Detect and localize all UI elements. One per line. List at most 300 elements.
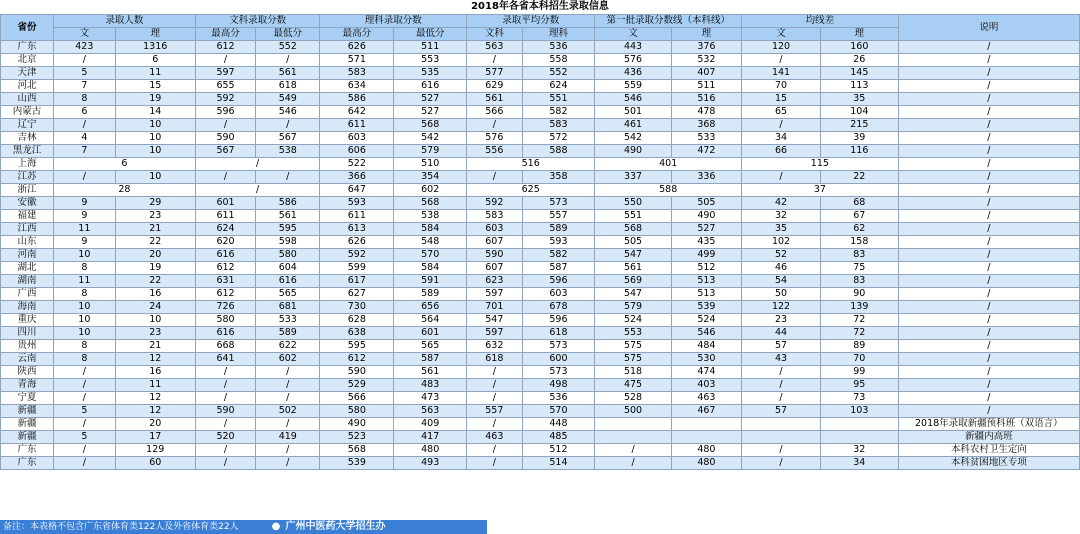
table-cell: 5 — [54, 67, 116, 80]
table-cell: 631 — [195, 275, 255, 288]
table-cell: 596 — [522, 314, 595, 327]
table-cell: 72 — [820, 314, 898, 327]
table-cell: 480 — [671, 444, 741, 457]
table-cell: 602 — [394, 184, 467, 197]
note-cell: / — [898, 392, 1079, 405]
table-cell: 607 — [467, 236, 522, 249]
subheader-li: 理 — [820, 28, 898, 41]
table-cell: 10 — [115, 145, 195, 158]
table-cell: 22 — [115, 275, 195, 288]
table-cell: / — [195, 418, 255, 431]
table-cell: 563 — [394, 405, 467, 418]
table-cell: 595 — [256, 223, 320, 236]
table-cell: 62 — [820, 223, 898, 236]
province-cell: 山东 — [1, 236, 54, 249]
table-cell: / — [54, 418, 116, 431]
table-cell: 10 — [115, 119, 195, 132]
table-row — [1, 366, 1080, 379]
province-cell: 河南 — [1, 249, 54, 262]
table-cell: 518 — [595, 366, 671, 379]
table-cell: 72 — [820, 327, 898, 340]
table-cell: 122 — [742, 301, 821, 314]
table-cell: 8 — [54, 353, 116, 366]
table-cell: / — [467, 379, 522, 392]
table-cell: / — [742, 366, 821, 379]
table-cell: 511 — [394, 41, 467, 54]
table-cell: 467 — [671, 405, 741, 418]
table-cell: 568 — [595, 223, 671, 236]
table-cell: 552 — [522, 67, 595, 80]
table-cell: 435 — [671, 236, 741, 249]
table-cell: 596 — [195, 106, 255, 119]
province-cell: 辽宁 — [1, 119, 54, 132]
table-cell: 600 — [522, 353, 595, 366]
table-cell: 129 — [115, 444, 195, 457]
table-cell: 145 — [820, 67, 898, 80]
table-cell: 501 — [595, 106, 671, 119]
province-cell: 河北 — [1, 80, 54, 93]
table-cell: 580 — [195, 314, 255, 327]
table-cell: 559 — [595, 80, 671, 93]
table-row — [1, 314, 1080, 327]
table-cell: 528 — [595, 392, 671, 405]
table-cell: 23 — [742, 314, 821, 327]
table-cell: 592 — [467, 197, 522, 210]
table-cell: 730 — [320, 301, 394, 314]
table-cell: 618 — [467, 353, 522, 366]
table-cell: 573 — [522, 340, 595, 353]
table-cell: 6 — [54, 158, 196, 171]
note-cell: / — [898, 301, 1079, 314]
table-cell: 527 — [671, 223, 741, 236]
table-cell: 553 — [595, 327, 671, 340]
table-cell: 590 — [467, 249, 522, 262]
table-cell: 576 — [595, 54, 671, 67]
table-cell: 37 — [742, 184, 899, 197]
table-cell: 626 — [320, 41, 394, 54]
table-cell: 530 — [671, 353, 741, 366]
table-cell: 358 — [522, 171, 595, 184]
note-cell: / — [898, 327, 1079, 340]
table-cell: 52 — [742, 249, 821, 262]
table-cell: 511 — [671, 80, 741, 93]
table-cell: 593 — [320, 197, 394, 210]
table-cell: 527 — [394, 93, 467, 106]
province-cell: 广东 — [1, 41, 54, 54]
note-cell: / — [898, 80, 1079, 93]
province-header: 省份 — [1, 15, 54, 41]
note-cell: / — [898, 314, 1079, 327]
table-cell: / — [195, 392, 255, 405]
table-cell: 407 — [671, 67, 741, 80]
table-cell: 8 — [54, 288, 116, 301]
table-cell: 95 — [820, 379, 898, 392]
table-cell: 21 — [115, 340, 195, 353]
province-cell: 广西 — [1, 288, 54, 301]
table-cell: 73 — [820, 392, 898, 405]
table-cell: 524 — [595, 314, 671, 327]
note-cell: / — [898, 275, 1079, 288]
note-cell: / — [898, 158, 1079, 171]
table-cell: / — [256, 119, 320, 132]
table-cell: 520 — [195, 431, 255, 444]
table-cell: 10 — [54, 314, 116, 327]
table-cell: 549 — [256, 93, 320, 106]
table-cell — [742, 431, 821, 444]
table-cell: 139 — [820, 301, 898, 314]
table-cell: 83 — [820, 275, 898, 288]
note-cell: / — [898, 171, 1079, 184]
table-cell: 617 — [320, 275, 394, 288]
table-cell: 557 — [467, 405, 522, 418]
table-cell: 565 — [256, 288, 320, 301]
table-row — [1, 301, 1080, 314]
table-cell: 566 — [467, 106, 522, 119]
table-cell: 551 — [522, 93, 595, 106]
table-cell: 539 — [671, 301, 741, 314]
table-cell: 490 — [671, 210, 741, 223]
table-cell: 22 — [820, 171, 898, 184]
table-cell: 598 — [256, 236, 320, 249]
table-row — [1, 145, 1080, 158]
table-cell: 29 — [115, 197, 195, 210]
province-cell: 宁夏 — [1, 392, 54, 405]
table-cell: 575 — [595, 340, 671, 353]
province-cell: 广东 — [1, 457, 54, 470]
table-cell: 607 — [467, 262, 522, 275]
table-cell: 463 — [467, 431, 522, 444]
table-cell: 12 — [115, 392, 195, 405]
subheader-max: 最高分 — [320, 28, 394, 41]
table-row — [1, 197, 1080, 210]
note-cell: / — [898, 353, 1079, 366]
province-cell: 吉林 — [1, 132, 54, 145]
table-row — [1, 392, 1080, 405]
table-cell: 60 — [115, 457, 195, 470]
table-cell: 15 — [115, 80, 195, 93]
table-cell: 616 — [256, 275, 320, 288]
table-cell: 542 — [394, 132, 467, 145]
table-cell: / — [195, 379, 255, 392]
science-scores-header: 理科录取分数 — [320, 15, 467, 28]
note-cell: / — [898, 210, 1079, 223]
table-row — [1, 119, 1080, 132]
table-cell: / — [195, 54, 255, 67]
table-cell: 583 — [320, 67, 394, 80]
table-cell: 141 — [742, 67, 821, 80]
table-cell: 536 — [522, 41, 595, 54]
table-cell: 547 — [467, 314, 522, 327]
table-cell: 483 — [394, 379, 467, 392]
table-row — [1, 223, 1080, 236]
table-cell: 514 — [522, 457, 595, 470]
table-cell: 603 — [467, 223, 522, 236]
note-cell: / — [898, 340, 1079, 353]
table-cell: 656 — [394, 301, 467, 314]
table-cell: 34 — [742, 132, 821, 145]
table-cell: 7 — [54, 145, 116, 158]
table-cell: 655 — [195, 80, 255, 93]
table-cell: 634 — [320, 80, 394, 93]
table-cell: / — [742, 392, 821, 405]
table-cell: 502 — [256, 405, 320, 418]
table-cell: 473 — [394, 392, 467, 405]
table-cell: 34 — [820, 457, 898, 470]
table-cell: 498 — [522, 379, 595, 392]
table-cell: 558 — [522, 54, 595, 67]
table-cell: 516 — [467, 158, 595, 171]
table-cell: 566 — [320, 392, 394, 405]
table-cell — [671, 418, 741, 431]
table-cell: 626 — [320, 236, 394, 249]
table-cell: 8 — [54, 262, 116, 275]
table-cell: 19 — [115, 93, 195, 106]
table-cell: / — [195, 366, 255, 379]
table-cell: 376 — [671, 41, 741, 54]
table-cell: 403 — [671, 379, 741, 392]
table-cell: 8 — [54, 340, 116, 353]
table-cell: 701 — [467, 301, 522, 314]
watermark-text: 广州中医药大学招生办 — [285, 521, 386, 532]
table-cell: 638 — [320, 327, 394, 340]
table-cell: 115 — [742, 158, 899, 171]
table-cell: 561 — [595, 262, 671, 275]
table-cell: 1316 — [115, 41, 195, 54]
table-cell: 10 — [54, 327, 116, 340]
table-cell: 567 — [256, 132, 320, 145]
footer-note: 备注：本表格不包含广东省体育类122人及外省体育类22人 — [3, 522, 239, 532]
notes-header: 说明 — [898, 15, 1079, 41]
table-row — [1, 210, 1080, 223]
subheader-li: 理 — [115, 28, 195, 41]
table-cell: 513 — [671, 288, 741, 301]
table-cell: 606 — [320, 145, 394, 158]
table-cell: 70 — [742, 80, 821, 93]
table-cell: 46 — [742, 262, 821, 275]
table-cell: 533 — [671, 132, 741, 145]
table-cell: 593 — [522, 236, 595, 249]
table-cell: 571 — [320, 54, 394, 67]
table-cell: / — [467, 119, 522, 132]
note-cell: 本科贫困地区专项 — [898, 457, 1079, 470]
table-cell: 564 — [394, 314, 467, 327]
table-cell: 24 — [115, 301, 195, 314]
table-cell: 499 — [671, 249, 741, 262]
table-cell: 726 — [195, 301, 255, 314]
table-cell: / — [54, 119, 116, 132]
table-cell: 569 — [595, 275, 671, 288]
table-cell: 10 — [115, 314, 195, 327]
table-cell: 50 — [742, 288, 821, 301]
table-cell: 43 — [742, 353, 821, 366]
table-cell: 9 — [54, 210, 116, 223]
table-cell: 90 — [820, 288, 898, 301]
table-cell: 42 — [742, 197, 821, 210]
admission-table — [0, 14, 1080, 470]
table-cell: 536 — [522, 392, 595, 405]
table-row — [1, 431, 1080, 444]
table-cell: 20 — [115, 249, 195, 262]
table-cell: 587 — [522, 262, 595, 275]
table-cell: 632 — [467, 340, 522, 353]
table-cell: 616 — [195, 249, 255, 262]
table-cell: 539 — [320, 457, 394, 470]
table-cell: / — [256, 379, 320, 392]
table-cell: / — [54, 171, 116, 184]
table-cell: 17 — [115, 431, 195, 444]
table-row — [1, 405, 1080, 418]
table-cell: 588 — [595, 184, 742, 197]
table-cell: 39 — [820, 132, 898, 145]
note-cell: / — [898, 262, 1079, 275]
subheader-wen: 文 — [54, 28, 116, 41]
table-cell: 583 — [467, 210, 522, 223]
table-cell: 668 — [195, 340, 255, 353]
table-cell: 547 — [595, 288, 671, 301]
table-cell: 4 — [54, 132, 116, 145]
note-cell: / — [898, 119, 1079, 132]
table-cell: 9 — [54, 236, 116, 249]
table-row — [1, 444, 1080, 457]
table-cell: 553 — [394, 54, 467, 67]
note-cell: / — [898, 249, 1079, 262]
province-cell: 山西 — [1, 93, 54, 106]
table-cell: 6 — [54, 106, 116, 119]
table-cell: 596 — [522, 275, 595, 288]
table-cell: 556 — [467, 145, 522, 158]
table-cell: / — [256, 457, 320, 470]
watermark — [270, 520, 385, 534]
table-cell — [742, 418, 821, 431]
table-cell: 573 — [522, 197, 595, 210]
table-cell: / — [742, 457, 821, 470]
table-cell: 589 — [522, 223, 595, 236]
table-cell: 641 — [195, 353, 255, 366]
table-cell: / — [54, 457, 116, 470]
table-cell: 611 — [320, 210, 394, 223]
province-cell: 云南 — [1, 353, 54, 366]
table-row — [1, 80, 1080, 93]
table-cell — [595, 418, 671, 431]
avg-scores-header: 录取平均分数 — [467, 15, 595, 28]
table-cell: / — [195, 457, 255, 470]
table-cell: 590 — [195, 132, 255, 145]
avg-diff-header: 均线差 — [742, 15, 899, 28]
table-cell: 624 — [522, 80, 595, 93]
subheader-like: 理科 — [522, 28, 595, 41]
table-cell: 99 — [820, 366, 898, 379]
note-cell: / — [898, 366, 1079, 379]
table-cell: / — [256, 392, 320, 405]
table-cell: 561 — [256, 67, 320, 80]
table-row — [1, 106, 1080, 119]
table-row — [1, 158, 1080, 171]
table-row — [1, 353, 1080, 366]
table-cell: 618 — [256, 80, 320, 93]
table-cell: / — [195, 171, 255, 184]
table-cell: / — [742, 444, 821, 457]
note-cell: / — [898, 145, 1079, 158]
table-row — [1, 184, 1080, 197]
table-cell: 584 — [394, 262, 467, 275]
table-cell: 16 — [115, 288, 195, 301]
table-cell: / — [742, 379, 821, 392]
province-cell: 四川 — [1, 327, 54, 340]
province-cell: 青海 — [1, 379, 54, 392]
table-cell: 16 — [115, 366, 195, 379]
note-cell: / — [898, 106, 1079, 119]
table-cell: 612 — [195, 288, 255, 301]
table-cell: 527 — [394, 106, 467, 119]
table-cell: 512 — [522, 444, 595, 457]
table-cell: 588 — [522, 145, 595, 158]
table-cell: 44 — [742, 327, 821, 340]
table-cell: 532 — [671, 54, 741, 67]
table-row — [1, 340, 1080, 353]
note-cell: / — [898, 197, 1079, 210]
table-cell: 590 — [195, 405, 255, 418]
table-cell: 472 — [671, 145, 741, 158]
table-cell: 490 — [595, 145, 671, 158]
table-cell: 616 — [195, 327, 255, 340]
table-cell: 622 — [256, 340, 320, 353]
province-cell: 新疆 — [1, 431, 54, 444]
subheader-wen: 文 — [742, 28, 821, 41]
table-cell: 11 — [115, 67, 195, 80]
table-cell: 570 — [394, 249, 467, 262]
table-cell: 484 — [671, 340, 741, 353]
table-cell: 337 — [595, 171, 671, 184]
table-cell: 113 — [820, 80, 898, 93]
table-row — [1, 379, 1080, 392]
province-cell: 上海 — [1, 158, 54, 171]
table-cell: 582 — [522, 249, 595, 262]
table-cell: 485 — [522, 431, 595, 444]
wechat-icon: ● — [271, 521, 281, 532]
table-cell: 586 — [256, 197, 320, 210]
table-cell: / — [742, 54, 821, 67]
table-cell: 623 — [467, 275, 522, 288]
table-cell: 576 — [467, 132, 522, 145]
table-cell: 592 — [320, 249, 394, 262]
table-cell: 368 — [671, 119, 741, 132]
table-cell: 561 — [394, 366, 467, 379]
table-cell: 568 — [394, 197, 467, 210]
table-cell: 14 — [115, 106, 195, 119]
province-cell: 北京 — [1, 54, 54, 67]
table-cell: 548 — [394, 236, 467, 249]
table-cell: 512 — [671, 262, 741, 275]
table-cell: 32 — [820, 444, 898, 457]
table-cell: 611 — [195, 210, 255, 223]
table-cell: 9 — [54, 197, 116, 210]
table-cell: 620 — [195, 236, 255, 249]
table-cell: 12 — [115, 405, 195, 418]
arts-scores-header: 文科录取分数 — [195, 15, 320, 28]
table-cell: 535 — [394, 67, 467, 80]
province-cell: 湖北 — [1, 262, 54, 275]
table-cell: 6 — [115, 54, 195, 67]
table-cell: 575 — [595, 353, 671, 366]
table-cell — [671, 431, 741, 444]
table-row — [1, 249, 1080, 262]
table-cell: 10 — [54, 249, 116, 262]
table-cell — [820, 418, 898, 431]
note-cell: / — [898, 236, 1079, 249]
table-cell: / — [54, 392, 116, 405]
table-cell: 580 — [256, 249, 320, 262]
table-cell: 336 — [671, 171, 741, 184]
